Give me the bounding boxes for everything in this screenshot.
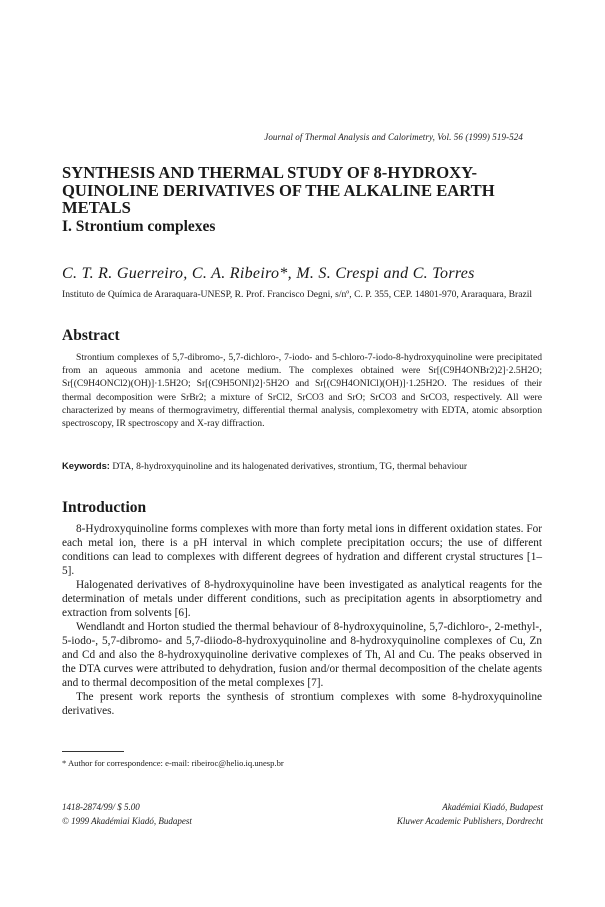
intro-paragraph: Halogenated derivatives of 8-hydroxyquinoline have been investigated as analytical reagents for the determination of metals under different conditions, such as precipitation agents in absorptiometry and extraction from solvents [6]. xyxy=(62,579,542,619)
publisher-2: Kluwer Academic Publishers, Dordrecht xyxy=(396,816,543,826)
issn-price: 1418-2874/99/ $ 5.00 xyxy=(62,802,140,812)
keywords xyxy=(62,460,590,474)
paper-subtitle: I. Strontium complexes xyxy=(62,218,216,235)
copyright: © 1999 Akadémiai Kiadó, Budapest xyxy=(62,816,192,826)
intro-paragraph: The present work reports the synthesis of strontium complexes with some 8-hydroxyquinoline derivatives. xyxy=(62,691,542,717)
publisher-1: Akadémiai Kiadó, Budapest xyxy=(442,802,543,812)
footnote-divider xyxy=(62,751,124,752)
journal-header: Journal of Thermal Analysis and Calorimetry, Vol. 56 (1999) 519-524 xyxy=(264,132,523,142)
affiliation: Instituto de Química de Araraquara-UNESP, R. Prof. Francisco Degni, s/nº, C. P. 355, CEP. 14801-970, Araraquara, Brazil xyxy=(62,289,533,300)
author-list: C. T. R. Guerreiro, C. A. Ribeiro*, M. S. Crespi and C. Torres xyxy=(62,265,475,282)
introduction-heading: Introduction xyxy=(62,499,147,516)
correspondence-footnote: * Author for correspondence: e-mail: ribeiroc@helio.iq.unesp.br xyxy=(62,758,284,768)
abstract-text: Strontium complexes of 5,7-dibromo-, 5,7-dichloro-, 7-iodo- and 5-chloro-7-iodo-8-hydroxyquinoline were precipitated from an aqueous ammonia and acetone medium. The complexes obtained were Sr[(C9H4ONBr2)2]·2.5H2O; Sr[(C9H4ONCl2)(OH)]·1.5H2O; Sr[(C9H5ONI)2]·5H2O and Sr[(C9H4ONICl)(OH)]·1.25H2O. The residues of their thermal decomposition were SrBr2; a mixture of SrCl2, SrCO3 and SrO; SrCO3 and SrCO3, respectively. All were characterized by means of thermogravimetry, differential thermal analysis, complexometry with EDTA, atomic absorption spectroscopy, IR spectroscopy and X-ray diffraction. xyxy=(62,352,542,430)
footer-right xyxy=(397,800,543,828)
keywords-text: DTA, 8-hydroxyquinoline and its halogenated derivatives, strontium, TG, thermal behaviour xyxy=(112,461,468,472)
introduction-body xyxy=(62,522,542,718)
footer-left xyxy=(62,800,192,828)
keywords-label: Keywords: xyxy=(62,460,110,471)
abstract-heading: Abstract xyxy=(62,327,120,344)
intro-paragraph: Wendlandt and Horton studied the thermal behaviour of 8-hydroxyquinoline, 5,7-dichloro-, 2-methyl-, 5-iodo-, 5,7-dibromo- and 5,7-diiodo-8-hydroxyquinoline and 8-hydroxyquinoline complexes of Cu, Zn and Cd and also the 8-hydroxyquinoline derivative complexes of Th, Al and Cu. The peaks observed in the DTA curves were attributed to dehydration, fusion and/or thermal decomposition of the chelate agents and to thermal decomposition of the metal complexes [7]. xyxy=(62,621,542,689)
intro-paragraph: 8-Hydroxyquinoline forms complexes with more than forty metal ions in different oxidation states. For each metal ion, there is a pH interval in which complete precipitation occurs; the use of different conditions can lead to complexes with different degrees of hydration and different crystal structures [1–5]. xyxy=(62,523,543,577)
paper-title: SYNTHESIS AND THERMAL STUDY OF 8-HYDROXY-QUINOLINE DERIVATIVES OF THE ALKALINE EARTH METALS xyxy=(62,163,495,218)
